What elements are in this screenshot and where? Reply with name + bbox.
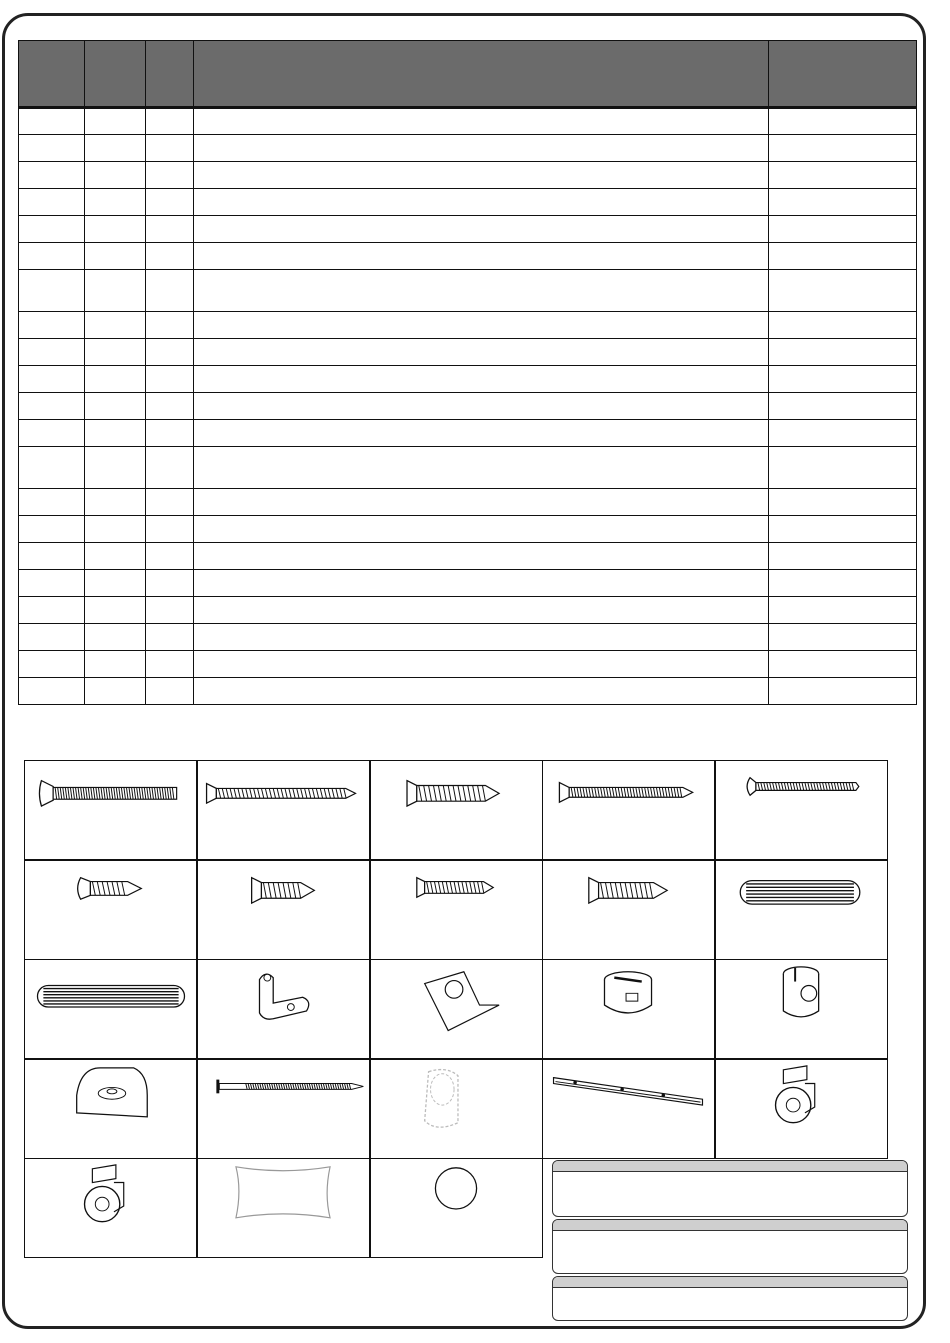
cell-size [769,420,917,447]
cell-qty [146,366,194,393]
cell-size [769,135,917,162]
cell-size [769,570,917,597]
note-text-2 [553,1231,907,1239]
cell-code [85,189,146,216]
cell-qty [146,108,194,135]
cell-qty [146,216,194,243]
cell-description [194,366,769,393]
cell-size [769,243,917,270]
cell-description [194,135,769,162]
table-row [19,393,917,420]
hardware-cell [715,959,888,1059]
cell-code [85,489,146,516]
cell-size [769,447,917,489]
cell-size [769,393,917,420]
parts-table [18,40,917,705]
cell-code [85,393,146,420]
cell-size [769,651,917,678]
cushion-pad-icon [198,1159,369,1257]
header-cell-qty [146,41,194,108]
cell-description [194,162,769,189]
short-flat-head-screw-icon [371,861,542,959]
cell-part [19,678,85,705]
table-row [19,624,917,651]
caster-wheel-icon [716,1060,887,1158]
cell-description [194,312,769,339]
cell-part [19,270,85,312]
cell-code [85,678,146,705]
note-box-1 [552,1160,908,1217]
table-row [19,270,917,312]
cell-qty [146,243,194,270]
note-box-2 [552,1219,908,1274]
hardware-cell [370,1059,543,1159]
hardware-cell [715,860,888,960]
cell-part [19,393,85,420]
cell-size [769,162,917,189]
hardware-cell [24,959,197,1059]
table-row [19,243,917,270]
cell-code [85,339,146,366]
cell-size [769,516,917,543]
round-cover-cap-icon [371,1159,542,1257]
cam-lock-nut-icon [543,960,714,1058]
cell-qty [146,393,194,420]
cell-part [19,447,85,489]
hardware-cell [197,760,370,860]
hardware-cell [24,860,197,960]
table-row [19,339,917,366]
cell-part [19,597,85,624]
note-header-2 [553,1220,907,1231]
table-row [19,516,917,543]
cell-qty [146,543,194,570]
table-row [19,570,917,597]
cell-description [194,189,769,216]
cell-part [19,312,85,339]
table-row [19,216,917,243]
cell-code [85,543,146,570]
table-row [19,420,917,447]
header-cell-code [85,41,146,108]
cell-qty [146,339,194,366]
cell-qty [146,651,194,678]
cell-part [19,543,85,570]
cell-part [19,651,85,678]
hardware-cell [24,1059,197,1159]
hardware-cell [715,760,888,860]
cell-qty [146,489,194,516]
fine-thread-screw-icon [543,761,714,859]
header-cell-size [769,41,917,108]
cell-part [19,162,85,189]
cell-description [194,108,769,135]
cell-part [19,243,85,270]
cell-size [769,216,917,243]
pan-head-machine-screw-icon [716,761,887,859]
table-row [19,162,917,189]
hardware-cell [370,1158,543,1258]
cell-description [194,651,769,678]
hardware-cell [24,760,197,860]
hardware-cell [542,1059,715,1159]
cell-part [19,570,85,597]
cell-description [194,543,769,570]
table-row [19,489,917,516]
hardware-cell [197,1059,370,1159]
cell-qty [146,162,194,189]
long-nail-icon [198,1060,369,1158]
table-row [19,312,917,339]
cell-description [194,447,769,489]
cell-qty [146,312,194,339]
l-bracket-icon [198,960,369,1058]
hardware-cell [542,860,715,960]
cell-code [85,516,146,543]
note-header-1 [553,1161,907,1172]
table-body [19,108,917,705]
cell-description [194,270,769,312]
cell-size [769,678,917,705]
cell-size [769,489,917,516]
caster-wheel-icon [25,1159,196,1257]
truss-head-screw-icon [25,861,196,959]
angle-block-icon [371,960,542,1058]
short-wood-dowel-icon [716,861,887,959]
note-header-3 [553,1277,907,1288]
long-flat-head-screw-icon [198,761,369,859]
cell-code [85,447,146,489]
countersunk-screw-icon [198,861,369,959]
hardware-cell [24,1158,197,1258]
table-row [19,543,917,570]
cell-description [194,570,769,597]
table-row [19,135,917,162]
cell-code [85,270,146,312]
long-wood-dowel-icon [25,960,196,1058]
note-box-3 [552,1276,908,1321]
cell-part [19,489,85,516]
drawer-slide-rail-icon [543,1060,714,1158]
hardware-cell [542,760,715,860]
table-row [19,366,917,393]
cell-size [769,543,917,570]
cell-qty [146,678,194,705]
cell-qty [146,270,194,312]
cell-size [769,270,917,312]
cell-qty [146,420,194,447]
shelf-support-clip-icon [25,1060,196,1158]
cell-description [194,624,769,651]
cell-qty [146,447,194,489]
cell-part [19,516,85,543]
hardware-cell [197,1158,370,1258]
cell-description [194,243,769,270]
cell-description [194,489,769,516]
header-cell-part [19,41,85,108]
cell-size [769,366,917,393]
machine-bolt-icon [25,761,196,859]
cell-code [85,570,146,597]
hardware-cell [715,1059,888,1159]
cell-size [769,108,917,135]
note-text-3 [553,1288,907,1296]
cell-part [19,135,85,162]
header-cell-description [194,41,769,108]
cell-code [85,108,146,135]
cell-code [85,366,146,393]
cell-code [85,216,146,243]
plastic-cap-icon [371,1060,542,1158]
cell-code [85,162,146,189]
table-header-row [19,41,917,108]
cell-description [194,597,769,624]
cell-code [85,624,146,651]
cell-part [19,624,85,651]
cell-size [769,597,917,624]
cell-part [19,216,85,243]
table-row [19,678,917,705]
cell-code [85,420,146,447]
note-text-1 [553,1172,907,1180]
cell-size [769,624,917,651]
cell-qty [146,570,194,597]
cell-description [194,420,769,447]
cell-description [194,516,769,543]
cell-qty [146,189,194,216]
table-row [19,447,917,489]
cell-qty [146,597,194,624]
cell-part [19,108,85,135]
cam-lock-housing-icon [716,960,887,1058]
hardware-cell [197,959,370,1059]
cell-qty [146,624,194,651]
table-row [19,597,917,624]
cell-part [19,339,85,366]
cell-qty [146,516,194,543]
flat-head-wood-screw-icon [371,761,542,859]
cell-part [19,420,85,447]
hardware-cell [370,860,543,960]
hardware-cell [197,860,370,960]
table-row [19,651,917,678]
cell-qty [146,135,194,162]
cell-description [194,216,769,243]
hardware-cell [370,760,543,860]
cell-part [19,366,85,393]
cell-code [85,135,146,162]
cell-code [85,651,146,678]
cell-description [194,678,769,705]
table-row [19,189,917,216]
cell-code [85,312,146,339]
cell-size [769,189,917,216]
hardware-cell [370,959,543,1059]
table-row [19,108,917,135]
cell-description [194,339,769,366]
cell-size [769,339,917,366]
cell-part [19,189,85,216]
cell-description [194,393,769,420]
hardware-cell [542,959,715,1059]
cell-code [85,243,146,270]
cell-code [85,597,146,624]
short-countersunk-screw-icon [543,861,714,959]
cell-size [769,312,917,339]
